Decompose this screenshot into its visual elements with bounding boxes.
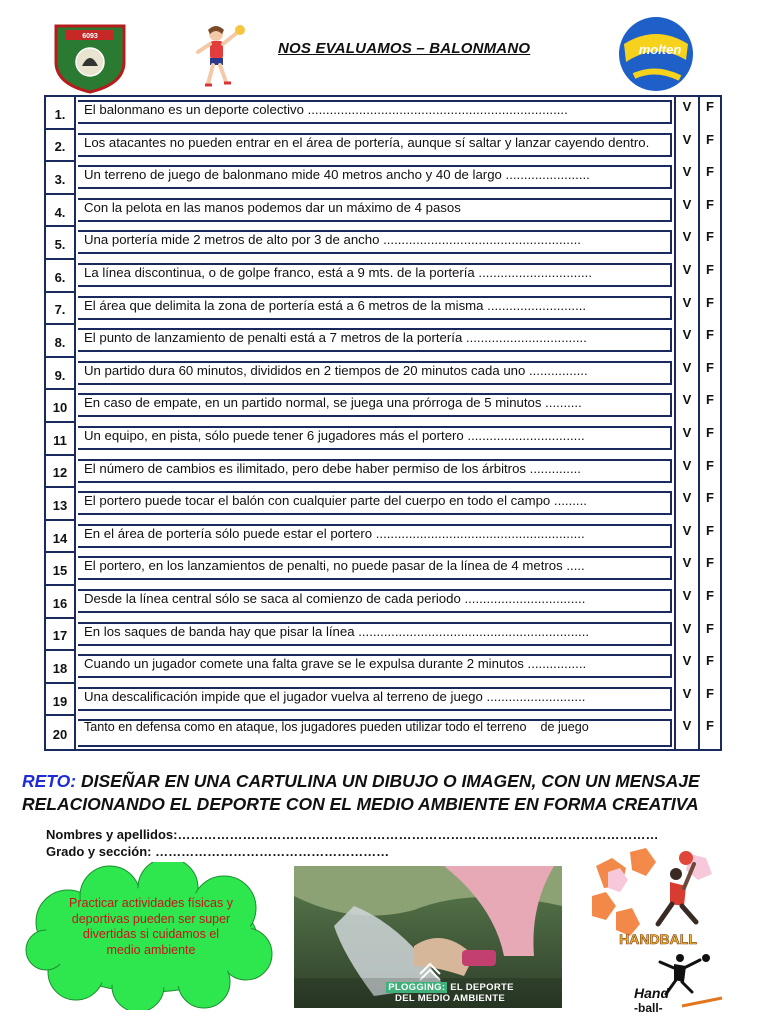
- statement-text: La línea discontinua, o de golpe franco, está a 9 mts. de la portería ...............................: [78, 263, 672, 287]
- true-option[interactable]: V: [674, 162, 698, 195]
- handball-logo-text: HANDBALL: [619, 931, 697, 947]
- false-option[interactable]: F: [698, 456, 722, 489]
- table-row: [46, 162, 720, 195]
- false-option[interactable]: F: [698, 227, 722, 260]
- table-row: [46, 358, 720, 391]
- statement-text: Una descalificación impide que el jugador vuelva al terreno de juego ...........................: [78, 687, 672, 711]
- molten-ball-icon: [616, 14, 696, 94]
- row-number: 11: [46, 423, 76, 456]
- table-row: [46, 586, 720, 619]
- table-row: [46, 553, 720, 586]
- false-option[interactable]: F: [698, 195, 722, 228]
- row-number: 1.: [46, 97, 76, 130]
- false-option[interactable]: F: [698, 325, 722, 358]
- true-option[interactable]: V: [674, 553, 698, 586]
- row-number: 4.: [46, 195, 76, 228]
- student-info: [46, 826, 658, 860]
- false-option[interactable]: F: [698, 488, 722, 521]
- challenge-label: RETO:: [22, 771, 77, 791]
- hand-ball-silhouette-image: [630, 952, 728, 1016]
- true-option[interactable]: V: [674, 325, 698, 358]
- true-option[interactable]: V: [674, 227, 698, 260]
- table-row: [46, 260, 720, 293]
- statement-text: El punto de lanzamiento de penalti está a 7 metros de la portería .................................: [78, 328, 672, 352]
- page-title: NOS EVALUAMOS – BALONMANO: [278, 40, 531, 57]
- statement-text: El balonmano es un deporte colectivo .......................................................................: [78, 100, 672, 124]
- false-option[interactable]: F: [698, 130, 722, 163]
- true-option[interactable]: V: [674, 716, 698, 749]
- row-number: 14: [46, 521, 76, 554]
- false-option[interactable]: F: [698, 619, 722, 652]
- statement-text: Desde la línea central sólo se saca al comienzo de cada periodo .................................: [78, 589, 672, 613]
- table-row: [46, 456, 720, 489]
- true-option[interactable]: V: [674, 97, 698, 130]
- table-row: [46, 130, 720, 163]
- table-row: [46, 619, 720, 652]
- row-number: 19: [46, 684, 76, 717]
- row-number: 15: [46, 553, 76, 586]
- svg-text:molten: molten: [638, 42, 682, 57]
- false-option[interactable]: F: [698, 358, 722, 391]
- name-field-line[interactable]: Nombres y apellidos:…………………………………………………………………………………………………: [46, 827, 659, 842]
- row-number: 3.: [46, 162, 76, 195]
- table-row: [46, 488, 720, 521]
- poster-highlight: PLOGGING:: [388, 982, 446, 993]
- row-number: 8.: [46, 325, 76, 358]
- statement-text: El portero puede tocar el balón con cualquier parte del cuerpo en todo el campo .........: [78, 491, 672, 515]
- statement-text: En caso de empate, en un partido normal, se juega una prórroga de 5 minutos ..........: [78, 393, 672, 417]
- statement-text: El área que delimita la zona de portería está a 6 metros de la misma ...........................: [78, 296, 672, 320]
- statement-text: Tanto en defensa como en ataque, los jugadores pueden utilizar todo el terreno de juego: [78, 719, 672, 747]
- false-option[interactable]: F: [698, 553, 722, 586]
- table-row: [46, 227, 720, 260]
- false-option[interactable]: F: [698, 716, 722, 749]
- true-option[interactable]: V: [674, 619, 698, 652]
- statement-text: El número de cambios es ilimitado, pero debe haber permiso de los árbitros ..............: [78, 459, 672, 483]
- challenge-text: [22, 770, 752, 816]
- statement-text: Cuando un jugador comete una falta grave se le expulsa durante 2 minutos ................: [78, 654, 672, 678]
- false-option[interactable]: F: [698, 423, 722, 456]
- statement-text: Una portería mide 2 metros de alto por 3 de ancho ......................................................: [78, 230, 672, 254]
- table-row: [46, 390, 720, 423]
- true-false-table: [44, 95, 722, 751]
- false-option[interactable]: F: [698, 162, 722, 195]
- statement-text: En el área de portería sólo puede estar el portero .........................................................: [78, 524, 672, 548]
- true-option[interactable]: V: [674, 260, 698, 293]
- true-option[interactable]: V: [674, 423, 698, 456]
- row-number: 16: [46, 586, 76, 619]
- table-row: [46, 684, 720, 717]
- school-crest-logo: [52, 22, 128, 94]
- row-number: 5.: [46, 227, 76, 260]
- true-option[interactable]: V: [674, 456, 698, 489]
- statement-text: El portero, en los lanzamientos de penalti, no puede pasar de la línea de 4 metros .....: [78, 556, 672, 580]
- hand-text: Hand: [634, 985, 669, 1001]
- false-option[interactable]: F: [698, 293, 722, 326]
- false-option[interactable]: F: [698, 586, 722, 619]
- false-option[interactable]: F: [698, 390, 722, 423]
- challenge-body: DISEÑAR EN UNA CARTULINA UN DIBUJO O IMAGEN, CON UN MENSAJE RELACIONANDO EL DEPORTE CON EL MEDIO AMBIENTE EN FORMA CREATIVA: [22, 771, 700, 814]
- table-row: [46, 293, 720, 326]
- true-option[interactable]: V: [674, 195, 698, 228]
- table-row: [46, 195, 720, 228]
- row-number: 12: [46, 456, 76, 489]
- true-option[interactable]: V: [674, 358, 698, 391]
- statement-text: En los saques de banda hay que pisar la línea ...............................................................: [78, 622, 672, 646]
- statement-text: Un equipo, en pista, sólo puede tener 6 jugadores más el portero ................................: [78, 426, 672, 450]
- table-row: [46, 97, 720, 130]
- true-option[interactable]: V: [674, 521, 698, 554]
- poster-line2: DEL MEDIO AMBIENTE: [395, 993, 505, 1004]
- row-number: 10: [46, 390, 76, 423]
- false-option[interactable]: F: [698, 260, 722, 293]
- row-number: 6.: [46, 260, 76, 293]
- grade-field-line[interactable]: Grado y sección: ………………………………………………: [46, 844, 390, 859]
- statement-text: Los atacantes no pueden entrar en el área de portería, aunque sí saltar y lanzar cayendo dentro.: [78, 133, 672, 157]
- handball-logo-image: [586, 846, 728, 950]
- row-number: 13: [46, 488, 76, 521]
- false-option[interactable]: F: [698, 521, 722, 554]
- logo-number: 6093: [82, 33, 98, 40]
- true-option[interactable]: V: [674, 293, 698, 326]
- row-number: 7.: [46, 293, 76, 326]
- statement-text: Con la pelota en las manos podemos dar un máximo de 4 pasos: [78, 198, 672, 222]
- true-option[interactable]: V: [674, 684, 698, 717]
- false-option[interactable]: F: [698, 651, 722, 684]
- true-option[interactable]: V: [674, 586, 698, 619]
- true-option[interactable]: V: [674, 651, 698, 684]
- statement-text: Un terreno de juego de balonmano mide 40 metros ancho y 40 de largo .......................: [78, 165, 672, 189]
- ball-text: -ball-: [634, 1001, 663, 1015]
- row-number: 18: [46, 651, 76, 684]
- row-number: 20: [46, 716, 76, 749]
- false-option[interactable]: F: [698, 684, 722, 717]
- statement-text: Un partido dura 60 minutos, divididos en 2 tiempos de 20 minutos cada uno ................: [78, 361, 672, 385]
- table-row: [46, 423, 720, 456]
- table-row: [46, 651, 720, 684]
- row-number: 2.: [46, 130, 76, 163]
- poster-line1: EL DEPORTE: [447, 982, 514, 993]
- poster-caption: [350, 982, 550, 1004]
- true-option[interactable]: V: [674, 488, 698, 521]
- table-row: [46, 325, 720, 358]
- table-row: [46, 521, 720, 554]
- row-number: 17: [46, 619, 76, 652]
- handball-player-illustration: [186, 22, 246, 90]
- true-option[interactable]: V: [674, 390, 698, 423]
- table-row: [46, 716, 720, 749]
- true-option[interactable]: V: [674, 130, 698, 163]
- false-option[interactable]: F: [698, 97, 722, 130]
- row-number: 9.: [46, 358, 76, 391]
- cloud-message: Practicar actividades físicas y deportivas pueden ser super divertidas si cuidamos el medio ambiente: [69, 896, 233, 957]
